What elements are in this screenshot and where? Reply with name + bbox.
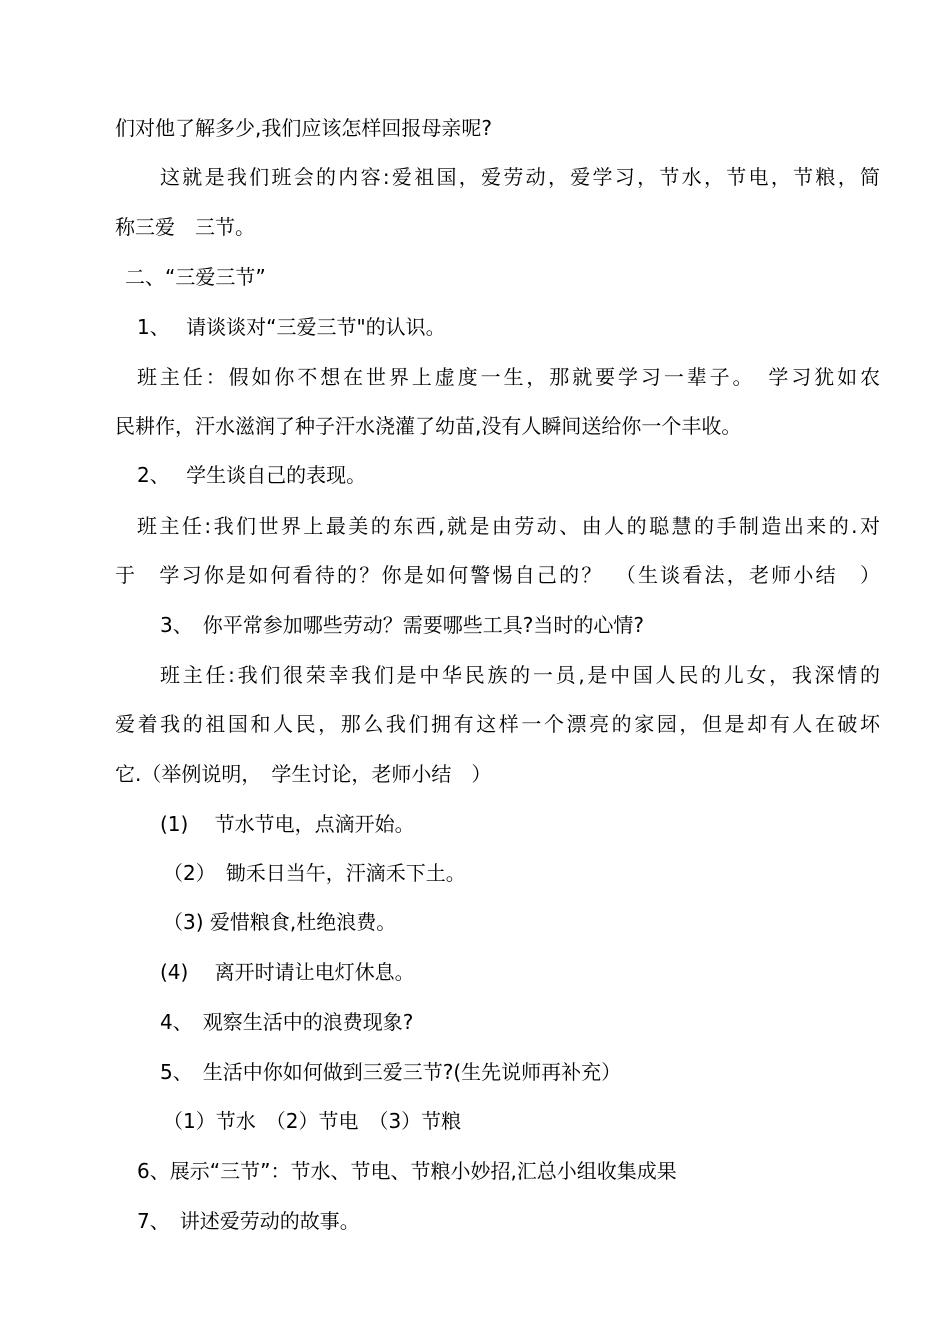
paragraph-line: 爱着我的祖国和人民，那么我们拥有这样一个漂亮的家园，但是却有人在破坏	[115, 712, 880, 736]
paragraph-line: 称三爱 三节。	[115, 215, 255, 239]
sub-item: (4) 离开时请让电灯休息。	[160, 960, 415, 984]
list-item: 6、展示“三节”：节水、节电、节粮小妙招,汇总小组收集成果	[137, 1159, 677, 1183]
list-item: 4、 观察生活中的浪费现象?	[160, 1010, 414, 1034]
paragraph-line: 它.（举例说明， 学生讨论，老师小结 ）	[115, 762, 492, 786]
list-item: 2、 学生谈自己的表现。	[137, 463, 367, 487]
paragraph-line: 于 学习你是如何看待的？你是如何警惕自己的？ （生谈看法，老师小结 ）	[115, 563, 880, 587]
sub-item: （1）节水 （2）节电 （3）节粮	[163, 1109, 462, 1133]
paragraph-line: 班主任:我们很荣幸我们是中华民族的一员,是中国人民的儿女，我深情的	[160, 663, 880, 687]
paragraph-line: 这就是我们班会的内容:爱祖国，爱劳动，爱学习，节水，节电，节粮，简	[160, 165, 880, 189]
section-heading: 二、“三爱三节”	[125, 265, 266, 289]
sub-item: （2） 锄禾日当午，汗滴禾下土。	[163, 861, 466, 885]
sub-item: (1) 节水节电，点滴开始。	[160, 812, 415, 836]
list-item: 1、 请谈谈对“三爱三节"的认识。	[137, 315, 446, 339]
paragraph-line: 班主任:我们世界上最美的东西,就是由劳动、由人的聪慧的手制造出来的.对	[137, 514, 880, 538]
paragraph-line: 班主任：假如你不想在世界上虚度一生，那就要学习一辈子。 学习犹如农	[137, 365, 880, 389]
list-item: 3、 你平常参加哪些劳动？需要哪些工具?当时的心情?	[160, 613, 644, 637]
paragraph-line: 民耕作，汗水滋润了种子汗水浇灌了幼苗,没有人瞬间送给你一个丰收。	[115, 414, 742, 438]
list-item: 7、 讲述爱劳动的故事。	[137, 1209, 360, 1233]
sub-item: （3) 爱惜粮食,杜绝浪费。	[163, 910, 397, 934]
paragraph-line: 们对他了解多少,我们应该怎样回报母亲呢?	[115, 116, 492, 140]
list-item: 5、 生活中你如何做到三爱三节?(生先说师再补充）	[160, 1060, 622, 1084]
